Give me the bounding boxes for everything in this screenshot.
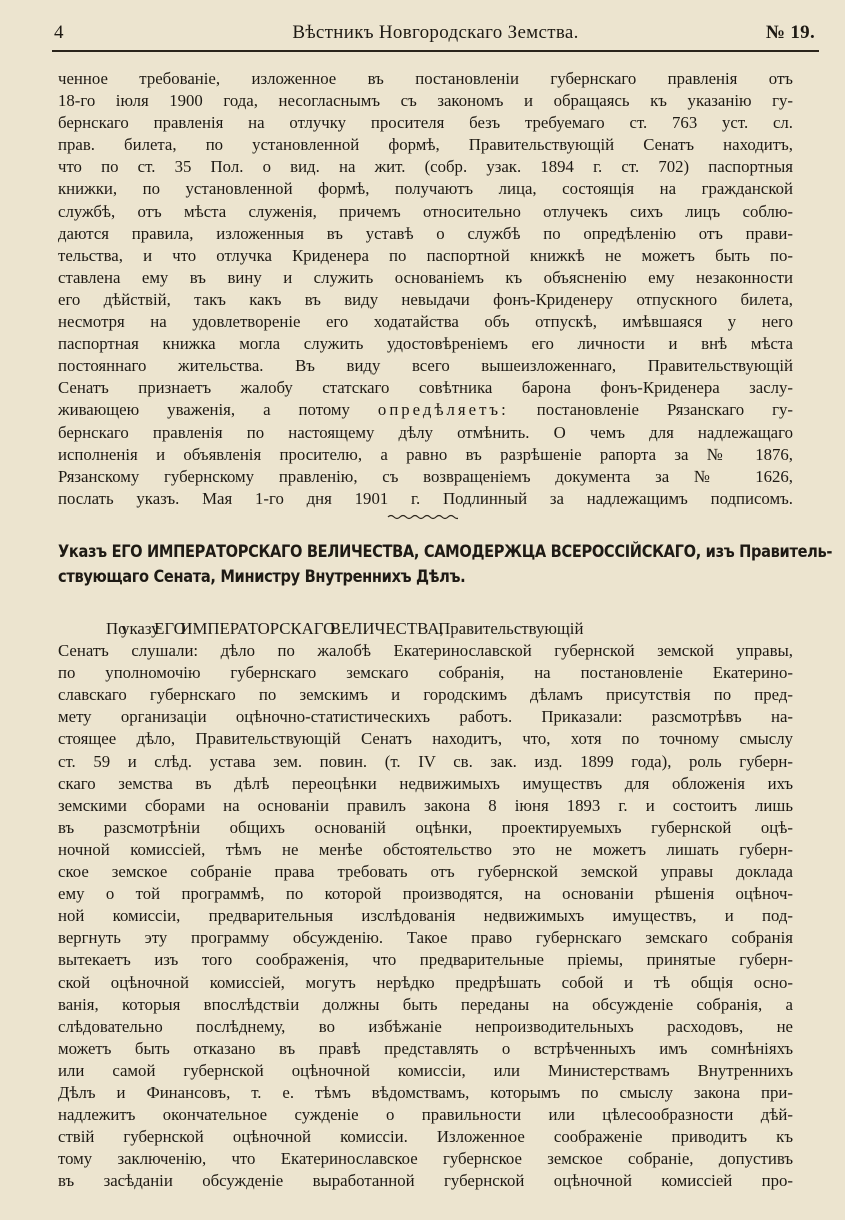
text-line: бернскаго правленія на отлучку просителя безъ требуемаго ст. 763 уст. сл. (58, 113, 793, 133)
text-line: вергнуть эту программу обсужденію. Такое право губернскаго земскаго собранія (58, 928, 793, 948)
decree-text (58, 618, 793, 1192)
text-line: ванія, которыя впослѣдствіи должны быть переданы на обсужденіе собранія, а (58, 994, 793, 1014)
text-line: Сенатъ слушали: дѣло по жалобѣ Екатеринославской губернской земской управы, (58, 641, 793, 661)
decree-heading (58, 540, 833, 590)
text-line: исполненія и объявленія просителю, а равно въ разрѣшеніе рапорта за № 1876, (58, 444, 793, 464)
text-line: въ засѣданіи обсужденіе выработанной губернской оцѣночной комиссіей про- (58, 1171, 793, 1191)
paragraph-continued (58, 68, 793, 510)
text-line: его дѣйствій, такъ какъ въ виду невыдачи фонъ-Криденеру отпускного билета, (58, 289, 793, 309)
text-line: прав. билета, по установленной формѣ, Правительствующій Сенатъ находитъ, (58, 135, 793, 155)
text-line: или самой губернской оцѣночной комиссіи, или Министерствамъ Внутреннихъ (58, 1060, 793, 1080)
text-line: по уполномочію губернскаго земскаго собранія, на постановленіе Екатерино- (58, 663, 793, 683)
text-line: даются правила, изложенныя въ уставѣ о службѣ по опредѣленію отъ прави- (58, 223, 793, 243)
text-line: послать указъ. Мая 1-го дня 1901 г. Подлинный за надлежащимъ подписомъ. (58, 488, 793, 508)
text-line: ствій губернской оцѣночной комиссіи. Изложенное соображеніе приводитъ къ (58, 1127, 793, 1147)
text-line: земскими сборами на основаніи правилъ закона 8 іюня 1893 г. и состоитъ лишь (58, 795, 793, 815)
text-line: службѣ, отъ мѣста служенія, причемъ относительно отлучекъ сихъ лицъ соблю- (58, 201, 793, 221)
text-line: постояннаго жительства. Въ виду всего вышеизложеннаго, Правительствующій (58, 356, 793, 376)
text-line: Рязанскому губернскому правленію, съ возвращеніемъ документа за № 1626, (58, 466, 793, 486)
text-line: ченное требованіе, изложенное въ постановленіи губернскаго правленія отъ (58, 69, 793, 88)
text-line: тельства, и что отлучка Криденера по паспортной книжкѣ не можетъ быть по- (58, 245, 793, 265)
decree-heading-line: Указъ ЕГО ИМПЕРАТОРСКАГО ВЕЛИЧЕСТВА, САМОДЕРЖЦА ВСЕРОССІЙСКАГО, изъ Правитель- (58, 542, 833, 562)
text-line: надлежитъ окончательное сужденіе о правильности или цѣлесообразности дѣй- (58, 1105, 793, 1125)
text-line: славскаго губернскаго по земскимъ и городскимъ дѣламъ присутствія по пред- (58, 685, 793, 705)
text-line: мету организаціи оцѣночно-статистическихъ работъ. Приказали: разсмотрѣвъ на- (58, 707, 793, 727)
text-line: скаго земства въ дѣлѣ переоцѣнки недвижимыхъ имуществъ для обложенія ихъ (58, 773, 793, 793)
text-line: несмотря на удовлетвореніе его ходатайства объ отпускѣ, имѣвшаяся у него (58, 312, 793, 332)
text-line: 18-го іюля 1900 года, несогласнымъ съ закономъ и обращаясь къ указанію гу- (58, 91, 793, 111)
section-divider (386, 512, 458, 522)
text-line: ст. 59 и слѣд. устава зем. повин. (т. IV св. зак. изд. 1899 года), роль губерн- (58, 751, 793, 771)
text-line: ставлена ему въ вину и служить основаніемъ къ объясненію ему незаконности (58, 267, 793, 287)
text-segment: постановленіе Рязанскаго гу- (536, 400, 794, 420)
journal-title: Вѣстникъ Новгородскаго Земства. (292, 22, 579, 43)
page-number: 4 (54, 22, 64, 43)
text-line: ской оцѣночной комиссіей, могутъ нерѣдко предрѣшать собой и тѣ общія осно- (58, 972, 793, 992)
text-line: слѣдовательно послѣднему, во избѣжаніе непроизводительныхъ расходовъ, не (58, 1016, 793, 1036)
text-line: вытекаетъ изъ того соображенія, что предварительные пріемы, принятые губерн- (58, 950, 793, 970)
issue-number: № 19. (765, 22, 815, 43)
text-line: бернскаго правленія по настоящему дѣлу отмѣнить. О чемъ для надлежащаго (58, 422, 793, 442)
text-segment: живающею уваженія, а потому (58, 400, 350, 420)
text-line: въ разсмотрѣніи общихъ основаній оцѣнки, проектируемыхъ губернской оцѣ- (58, 817, 793, 837)
text-line: книжки, по установленной формѣ, получаютъ лица, состоящія на гражданской (58, 179, 793, 199)
text-line: стоящее дѣло, Правительствующій Сенатъ находитъ, что, хотя по точному смыслу (58, 729, 793, 749)
text-line: можетъ быть отказано въ правѣ представлять о встрѣченныхъ имъ сомнѣніяхъ (58, 1038, 793, 1058)
decree-heading-line: ствующаго Сената, Министру Внутреннихъ Дѣлъ. (58, 567, 466, 587)
text-line-with-spaced-word (58, 399, 793, 421)
text-line: ной комиссіи, предварительныя изслѣдованія недвижимыхъ имуществъ, и под- (58, 906, 793, 926)
text-line: ночной комиссіей, тѣмъ не менѣе обстоятельство это не можетъ лишать губерн- (58, 839, 793, 859)
text-line: По указу ЕГО ИМПЕРАТОРСКАГО ВЕЛИЧЕСТВА, Правительствующій (106, 619, 584, 638)
text-line: тому заключенію, что Екатеринославское губернское земское собраніе, допустивъ (58, 1149, 793, 1169)
text-line: Сенатъ признаетъ жалобу статскаго совѣтника барона фонъ-Криденера заслу- (58, 378, 793, 398)
running-header (52, 20, 819, 52)
text-line: паспортная книжка могла служить удостовѣреніемъ его личности и внѣ мѣста (58, 334, 793, 354)
text-line: что по ст. 35 Пол. о вид. на жит. (собр. узак. 1894 г. ст. 702) паспортныя (58, 157, 793, 177)
text-line: ему о той программѣ, по которой производятся, на основаніи рѣшенія оцѣноч- (58, 884, 793, 904)
spaced-word: опредѣляетъ: (377, 400, 509, 420)
text-line: Дѣлъ и Финансовъ, т. е. тѣмъ вѣдомствамъ, которымъ по смыслу закона при- (58, 1082, 793, 1102)
text-line: ское земское собраніе права требовать отъ губернской земской управы доклада (58, 862, 793, 882)
